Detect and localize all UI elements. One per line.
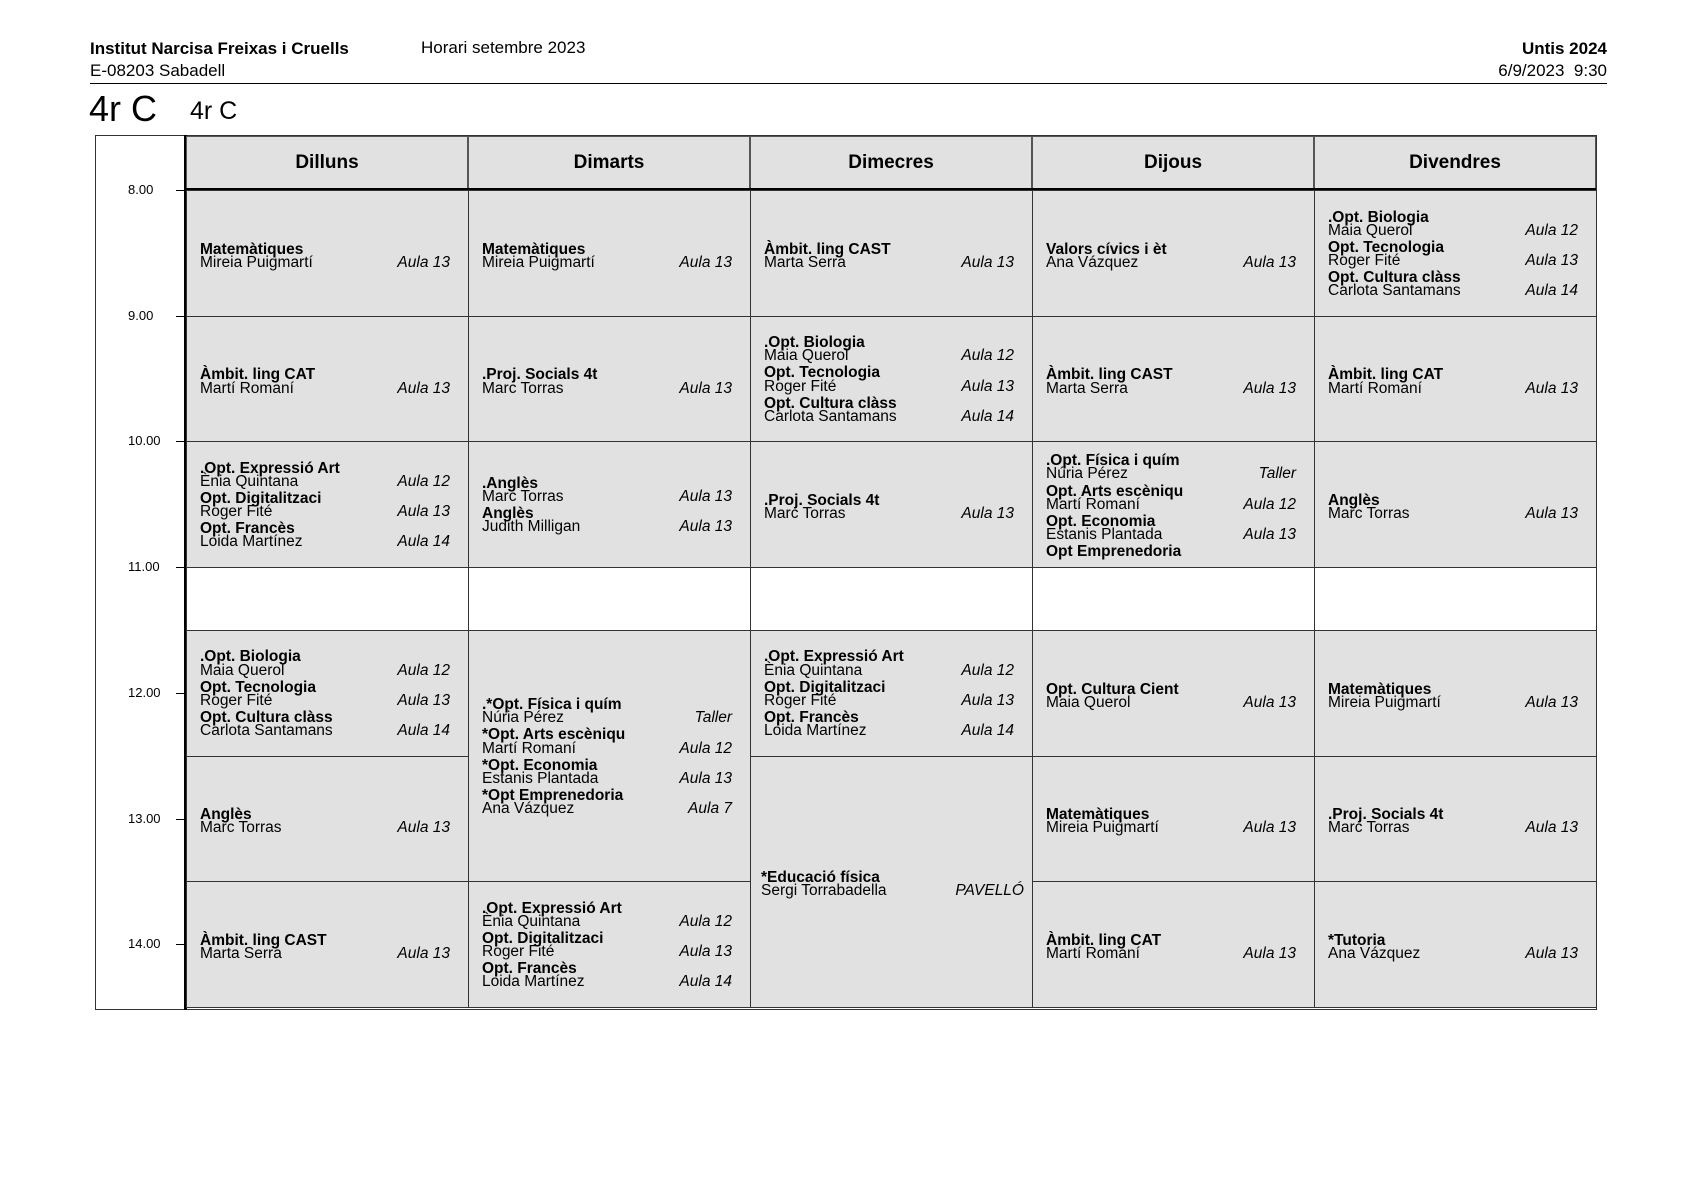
time-tick [176, 316, 185, 317]
lesson-cell [468, 316, 751, 443]
break-cell [750, 567, 1033, 631]
lesson-subject: Àmbit. ling CAST [764, 240, 891, 258]
lesson-teacher: Marc Torras [764, 505, 846, 523]
lesson-room: Aula 12 [397, 661, 450, 679]
lesson-room: Aula 14 [679, 973, 732, 991]
day-header: Dilluns [186, 136, 468, 190]
lesson-room: Aula 13 [961, 253, 1014, 271]
lesson-subject: Opt. Tecnologia [764, 364, 880, 382]
time-tick [176, 819, 185, 820]
lesson-teacher: Ènia Quintana [764, 661, 863, 679]
lesson-teacher: Sergi Torrabadella [761, 882, 887, 900]
time-tick [176, 567, 185, 568]
lesson-cell [1032, 881, 1315, 1008]
lesson-room: Aula 13 [679, 943, 732, 961]
lesson-subject: Àmbit. ling CAST [1046, 366, 1173, 384]
lesson-subject: Opt. Tecnologia [1328, 238, 1444, 256]
lesson-room: Aula 14 [961, 721, 1014, 739]
lesson-subject: .Proj. Socials 4t [482, 366, 598, 384]
time-label: 14.00 [128, 936, 161, 952]
lesson-room: Aula 13 [961, 377, 1014, 395]
lesson-subject: .Opt. Física i quím [1046, 452, 1180, 470]
lesson-subject: .Opt. Expressió Art [764, 648, 904, 666]
lesson-teacher: Mireia Puigmartí [482, 253, 595, 271]
lesson-subject: Opt. Digitalitzaci [200, 490, 322, 508]
lesson-teacher: Loida Martínez [482, 973, 585, 991]
lesson-subject: *Opt. Arts escèniqu [482, 726, 626, 744]
lesson-subject: Àmbit. ling CAT [200, 366, 316, 384]
lesson-subject: Opt. Digitalitzaci [764, 678, 886, 696]
lesson-cell [750, 441, 1033, 568]
lesson-teacher: Ana Vázquez [1328, 945, 1421, 963]
lesson-teacher: Ènia Quintana [482, 912, 581, 930]
lesson-teacher: Maia Querol [1046, 693, 1131, 711]
lesson-subject: *Tutoria [1328, 932, 1386, 950]
break-cell [1032, 567, 1315, 631]
lesson-subject: Matemàtiques [1046, 806, 1150, 824]
lesson-teacher: Roger Fité [764, 377, 837, 395]
lesson-room: Aula 14 [961, 407, 1014, 425]
day-header: Divendres [1314, 136, 1596, 190]
lesson-teacher: Marc Torras [482, 379, 564, 397]
lesson-teacher: Núria Pérez [1046, 465, 1128, 483]
lesson-teacher: Ana Vázquez [482, 799, 575, 817]
lesson-teacher: Judith Milligan [482, 518, 581, 536]
lesson-cell [1314, 756, 1597, 883]
lesson-room: Aula 13 [679, 253, 732, 271]
time-label: 9.00 [128, 307, 154, 323]
lesson-cell [1032, 316, 1315, 443]
lesson-cell [1314, 441, 1597, 568]
lesson-room: Aula 13 [679, 379, 732, 397]
lesson-room: Aula 12 [679, 739, 732, 757]
lesson-room: Aula 13 [1525, 693, 1578, 711]
lesson-subject: .Opt. Biologia [1328, 208, 1429, 226]
lesson-cell [1032, 441, 1315, 568]
time-label: 13.00 [128, 810, 161, 826]
lesson-room: Aula 7 [688, 799, 732, 817]
time-label: 10.00 [128, 433, 161, 449]
break-cell [1314, 567, 1597, 631]
lesson-subject: Opt. Arts escèniqu [1046, 482, 1184, 500]
lesson-subject: .*Opt. Física i quím [482, 696, 622, 714]
lesson-room: Aula 13 [1243, 253, 1296, 271]
lesson-room: Aula 13 [1525, 505, 1578, 523]
lesson-cell [468, 441, 751, 568]
lesson-subject: Opt. Cultura clàss [1328, 268, 1461, 286]
lesson-teacher: Núria Pérez [482, 709, 564, 727]
lesson-cell [750, 316, 1033, 443]
lesson-teacher: Carlota Santamans [1328, 282, 1461, 300]
day-header: Dimecres [750, 136, 1032, 190]
lesson-room: Aula 13 [679, 769, 732, 787]
lesson-subject: Matemàtiques [482, 240, 586, 258]
lesson-cell [1032, 756, 1315, 883]
lesson-subject: Matemàtiques [1328, 680, 1432, 698]
lesson-cell [750, 756, 1033, 1008]
lesson-cell [1314, 881, 1597, 1008]
lesson-subject: Opt. Cultura clàss [200, 708, 333, 726]
lesson-cell [186, 630, 469, 757]
lesson-teacher: Maia Querol [1328, 221, 1413, 239]
lesson-cell [1032, 630, 1315, 757]
lesson-cell [186, 441, 469, 568]
lesson-room: Aula 13 [1525, 251, 1578, 269]
lesson-teacher: Loida Martínez [200, 533, 303, 551]
lesson-subject: Matemàtiques [200, 240, 304, 258]
lesson-teacher: Ana Vázquez [1046, 253, 1139, 271]
lesson-subject: Valors cívics i èt [1046, 240, 1167, 258]
lesson-cell [468, 881, 751, 1008]
lesson-teacher: Roger Fité [482, 943, 555, 961]
lesson-room: PAVELLÓ [955, 882, 1024, 900]
lesson-teacher: Maia Querol [200, 661, 285, 679]
lesson-teacher: Martí Romaní [200, 379, 294, 397]
lesson-subject: *Educació física [761, 869, 880, 887]
lesson-teacher: Mireia Puigmartí [200, 253, 313, 271]
lesson-teacher: Carlota Santamans [764, 407, 897, 425]
lesson-subject: .Opt. Expressió Art [482, 899, 622, 917]
lesson-teacher: Estanis Plantada [482, 769, 599, 787]
lesson-room: Aula 13 [679, 518, 732, 536]
lesson-subject: Opt. Cultura clàss [764, 394, 897, 412]
lesson-room: Aula 12 [397, 473, 450, 491]
lesson-cell [186, 316, 469, 443]
lesson-teacher: Carlota Santamans [200, 721, 333, 739]
lesson-subject: Àmbit. ling CAT [1328, 366, 1444, 384]
lesson-teacher: Loida Martínez [764, 721, 867, 739]
lesson-cell [468, 630, 751, 882]
lesson-cell [1314, 316, 1597, 443]
lesson-subject: .Opt. Expressió Art [200, 459, 340, 477]
school-name: Institut Narcisa Freixas i Cruells [90, 39, 349, 58]
lesson-subject: Opt. Digitalitzaci [482, 930, 604, 948]
lesson-subject: *Opt Emprenedoria [482, 786, 624, 804]
lesson-subject: Àmbit. ling CAST [200, 932, 327, 950]
lesson-subject: Anglès [200, 806, 252, 824]
lesson-teacher: Marc Torras [200, 819, 282, 837]
lesson-room: Taller [1258, 465, 1296, 483]
lesson-teacher: Martí Romaní [482, 739, 576, 757]
lesson-room: Aula 14 [1525, 282, 1578, 300]
lesson-teacher: Roger Fité [764, 691, 837, 709]
lesson-cell [186, 881, 469, 1008]
lesson-cell [1314, 190, 1597, 317]
lesson-room: Aula 13 [1525, 379, 1578, 397]
lesson-subject: Opt. Francès [764, 708, 859, 726]
lesson-room: Aula 12 [1525, 221, 1578, 239]
lesson-cell [468, 190, 751, 317]
lesson-room: Aula 12 [679, 912, 732, 930]
lesson-subject: Opt. Francès [200, 520, 295, 538]
lesson-teacher: Ènia Quintana [200, 473, 299, 491]
lesson-room: Aula 13 [961, 691, 1014, 709]
school-address: E-08203 Sabadell [90, 61, 226, 80]
lesson-room: Aula 13 [1525, 945, 1578, 963]
lesson-room: Aula 13 [1243, 379, 1296, 397]
lesson-teacher: Roger Fité [200, 503, 273, 521]
lesson-cell [186, 190, 469, 317]
lesson-room: Aula 13 [397, 945, 450, 963]
lesson-teacher: Martí Romaní [1046, 495, 1140, 513]
break-cell [186, 567, 469, 631]
lesson-room: Aula 12 [961, 347, 1014, 365]
lesson-room: Aula 13 [1525, 819, 1578, 837]
time-tick [176, 944, 185, 945]
lesson-subject: Opt. Economia [1046, 512, 1156, 530]
lesson-subject: Opt. Cultura Cient [1046, 680, 1179, 698]
lesson-subject: .Opt. Biologia [764, 334, 865, 352]
lesson-teacher: Roger Fité [200, 691, 273, 709]
time-label: 11.00 [128, 559, 160, 575]
lesson-subject: .Proj. Socials 4t [1328, 806, 1444, 824]
print-timestamp: 6/9/2023 9:30 [1498, 61, 1607, 80]
lesson-room: Aula 13 [1243, 525, 1296, 543]
time-label: 12.00 [128, 684, 161, 700]
time-tick [176, 190, 185, 191]
lesson-room: Aula 13 [1243, 945, 1296, 963]
lesson-teacher: Mireia Puigmartí [1328, 693, 1441, 711]
lesson-room: Aula 13 [397, 691, 450, 709]
day-header: Dijous [1032, 136, 1314, 190]
break-cell [468, 567, 751, 631]
lesson-subject: Àmbit. ling CAT [1046, 932, 1162, 950]
lesson-teacher: Mireia Puigmartí [1046, 819, 1159, 837]
lesson-room: Aula 14 [397, 721, 450, 739]
lesson-teacher: Martí Romaní [1046, 945, 1140, 963]
lesson-subject: .Proj. Socials 4t [764, 492, 880, 510]
lesson-subject: Anglès [1328, 492, 1380, 510]
lesson-room: Aula 14 [397, 533, 450, 551]
lesson-teacher: Roger Fité [1328, 251, 1401, 269]
lesson-subject: *Opt. Economia [482, 756, 598, 774]
lesson-subject: .Anglès [482, 475, 538, 493]
day-header: Dimarts [468, 136, 750, 190]
lesson-room: Aula 13 [961, 505, 1014, 523]
time-tick [176, 441, 185, 442]
schedule-title: Horari setembre 2023 [421, 38, 586, 57]
lesson-teacher: Marta Serra [1046, 379, 1128, 397]
lesson-room: Taller [694, 709, 732, 727]
lesson-cell [750, 630, 1033, 757]
lesson-room: Aula 13 [1243, 693, 1296, 711]
lesson-teacher: Marc Torras [482, 488, 564, 506]
lesson-room: Aula 13 [397, 253, 450, 271]
time-label: 8.00 [128, 182, 154, 197]
lesson-room: Aula 13 [397, 379, 450, 397]
lesson-subject: Opt Emprenedoria [1046, 542, 1182, 560]
lesson-teacher: Estanis Plantada [1046, 525, 1163, 543]
lesson-cell [750, 190, 1033, 317]
lesson-subject: Opt. Tecnologia [200, 678, 316, 696]
lesson-subject: .Opt. Biologia [200, 648, 301, 666]
time-tick [176, 693, 185, 694]
lesson-room: Aula 13 [679, 488, 732, 506]
lesson-room: Aula 13 [397, 503, 450, 521]
class-name: 4r C [190, 97, 238, 125]
lesson-room: Aula 13 [1243, 819, 1296, 837]
lesson-subject: Anglès [482, 505, 534, 523]
class-code: 4r C [89, 88, 158, 129]
lesson-cell [186, 756, 469, 883]
lesson-cell [1032, 190, 1315, 317]
lesson-room: Aula 12 [961, 661, 1014, 679]
lesson-subject: Opt. Francès [482, 960, 577, 978]
lesson-cell [1314, 630, 1597, 757]
lesson-room: Aula 13 [397, 819, 450, 837]
lesson-teacher: Marc Torras [1328, 505, 1410, 523]
lesson-teacher: Marta Serra [764, 253, 846, 271]
lesson-teacher: Marta Serra [200, 945, 282, 963]
lesson-teacher: Marc Torras [1328, 819, 1410, 837]
software-name: Untis 2024 [1521, 39, 1607, 58]
lesson-room: Aula 12 [1243, 495, 1296, 513]
lesson-teacher: Martí Romaní [1328, 379, 1422, 397]
lesson-teacher: Maia Querol [764, 347, 849, 365]
